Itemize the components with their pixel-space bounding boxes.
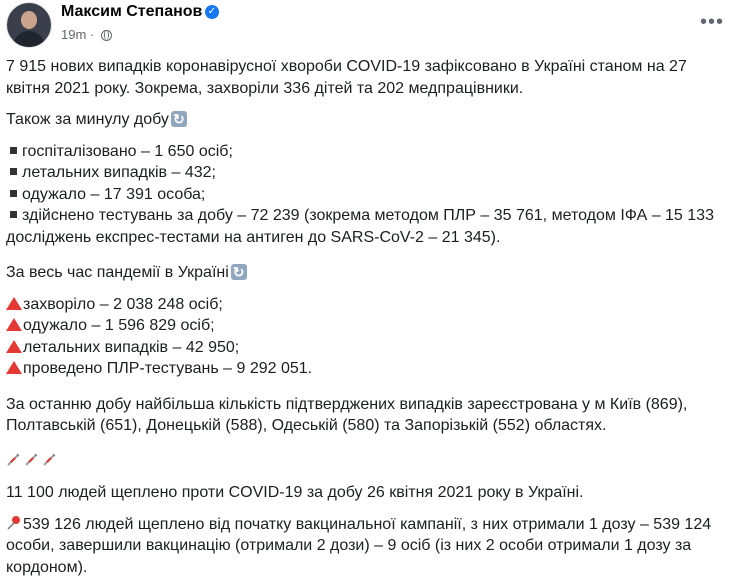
- warning-triangle-icon: [6, 318, 22, 331]
- verified-icon: ✓: [205, 5, 219, 19]
- daily-item-text: одужало – 17 391 особа;: [22, 186, 205, 203]
- refresh-icon: [231, 264, 247, 280]
- bullet-icon: [10, 190, 17, 197]
- post-header: [0, 0, 732, 50]
- warning-triangle-icon: [6, 340, 22, 353]
- post-time[interactable]: 19m: [61, 27, 86, 42]
- daily-item-text: госпіталізовано – 1 650 осіб;: [22, 143, 233, 160]
- total-header-text: За весь час пандемії в Україні: [6, 264, 229, 281]
- dot-separator: ·: [90, 27, 98, 42]
- total-item-text: летальних випадків – 42 950;: [23, 339, 239, 356]
- daily-header-text: Також за минулу добу: [6, 111, 169, 128]
- syringe-icon: [6, 453, 20, 467]
- bullet-icon: [10, 211, 17, 218]
- globe-icon: [101, 30, 112, 41]
- total-item: [6, 337, 724, 359]
- total-item: [6, 358, 724, 380]
- total-item-text: захворіло – 2 038 248 осіб;: [23, 296, 223, 313]
- vaccinated-day: 11 100 людей щеплено проти COVID-19 за добу 26 квітня 2021 року в Україні.: [6, 482, 724, 504]
- avatar-face: [21, 11, 37, 29]
- total-item-text: одужало – 1 596 829 осіб;: [23, 317, 215, 334]
- more-options-button[interactable]: •••: [700, 12, 724, 32]
- avatar-body: [13, 31, 45, 48]
- post-body: [6, 56, 724, 578]
- total-header: [6, 262, 724, 284]
- daily-header: [6, 109, 724, 131]
- author-avatar[interactable]: [6, 2, 52, 48]
- warning-triangle-icon: [6, 297, 22, 310]
- vaccinated-total: [6, 514, 724, 578]
- daily-item: [6, 205, 724, 248]
- author-name[interactable]: Максим Степанов: [61, 3, 202, 21]
- daily-item: [6, 184, 724, 206]
- total-item: [6, 294, 724, 316]
- daily-item-text: здійснено тестувань за добу – 72 239 (зокрема методом ПЛР – 35 761, методом ІФА – 15 133 досліджень експрес-тестами на антиген до SARS-CoV-2 – 21 345).: [6, 207, 714, 246]
- refresh-icon: [171, 111, 187, 127]
- syringe-icon: [42, 453, 56, 467]
- syringe-row: [6, 451, 724, 473]
- total-item-text: проведено ПЛР-тестувань – 9 292 051.: [23, 360, 312, 377]
- syringe-icon: [24, 453, 38, 467]
- pushpin-icon: [6, 515, 22, 531]
- daily-item: [6, 141, 724, 163]
- daily-item: [6, 162, 724, 184]
- total-item: [6, 315, 724, 337]
- vaccinated-total-text: 539 126 людей щеплено від початку вакцинальної кампанії, з них отримали 1 дозу – 539 124 особи, завершили вакцинацію (отримали 2 дози) – 9 осіб (із них 2 особи отримали 1 дозу за кордоном).: [6, 516, 711, 576]
- warning-triangle-icon: [6, 361, 22, 374]
- post-meta: [61, 27, 112, 42]
- bullet-icon: [10, 147, 17, 154]
- bullet-icon: [10, 168, 17, 175]
- daily-item-text: летальних випадків – 432;: [22, 164, 216, 181]
- regions-paragraph: За останню добу найбільша кількість підтверджених випадків зареєстрована у м Київ (869), Полтавській (651), Донецькій (588), Одеській (580) та Запорізькій (552) областях.: [6, 394, 724, 437]
- summary-paragraph: 7 915 нових випадків коронавірусної хвороби COVID-19 зафіксовано в Україні станом на 27 квітня 2021 року. Зокрема, захворіли 336 дітей та 202 медпрацівники.: [6, 56, 724, 99]
